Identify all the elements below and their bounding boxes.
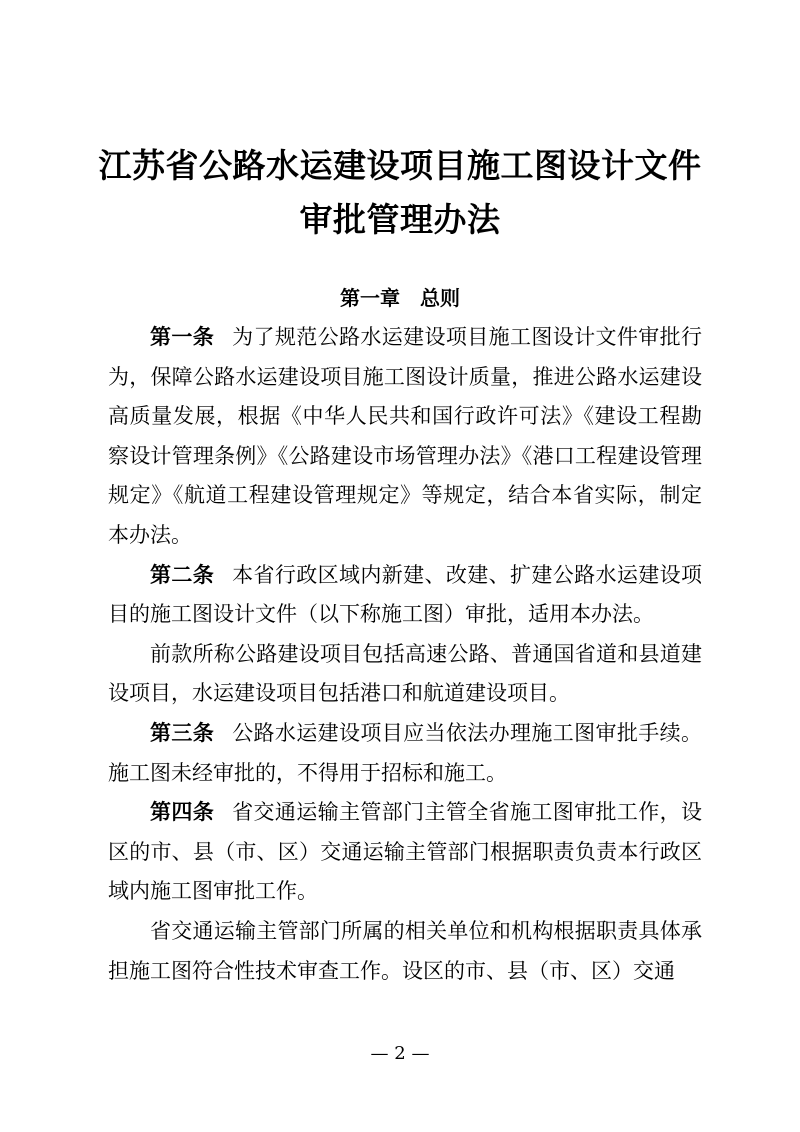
article-4-paragraph-2 (108, 912, 702, 991)
article-number: 第四条 (150, 800, 215, 825)
article-text: 公路水运建设项目应当依法办理施工图审批手续。施工图未经审批的，不得用于招标和施工。 (108, 720, 702, 785)
article-text: 省交通运输主管部门所属的相关单位和机构根据职责具体承担施工图符合性技术审查工作。设区的市、县（市、区）交通 (108, 918, 702, 983)
article-3-paragraph (108, 714, 702, 793)
article-number: 第二条 (150, 562, 215, 587)
article-4-paragraph (108, 793, 702, 912)
article-number: 第一条 (150, 325, 215, 349)
article-1-paragraph (108, 318, 702, 556)
article-text: 前款所称公路建设项目包括高速公路、普通国省道和县道建设项目，水运建设项目包括港口和航道建设项目。 (108, 641, 702, 706)
document-title-line2: 审批管理办法 (299, 200, 501, 239)
article-2-paragraph-2 (108, 635, 702, 714)
article-text: 本省行政区域内新建、改建、扩建公路水运建设项目的施工图设计文件（以下称施工图）审批，适用本办法。 (108, 562, 702, 627)
article-text: 省交通运输主管部门主管全省施工图审批工作，设区的市、县（市、区）交通运输主管部门根据职责负责本行政区域内施工图审批工作。 (108, 800, 702, 904)
article-text: 为了规范公路水运建设项目施工图设计文件审批行为，保障公路水运建设项目施工图设计质量，推进公路水运建设高质量发展，根据《中华人民共和国行政许可法》《建设工程勘察设计管理条例》《公路建设市场管理办法》《港口工程建设管理规定》《航道工程建设管理规定》等规定，结合本省实际，制定本办法。 (108, 325, 702, 547)
chapter-heading: 第一章 总则 (340, 286, 460, 310)
page-number: — 2 — (370, 1043, 430, 1064)
article-2-paragraph (108, 556, 702, 635)
document-body (108, 318, 702, 991)
article-number: 第三条 (150, 720, 215, 745)
document-title-line1: 江苏省公路水运建设项目施工图设计文件 (98, 146, 702, 185)
